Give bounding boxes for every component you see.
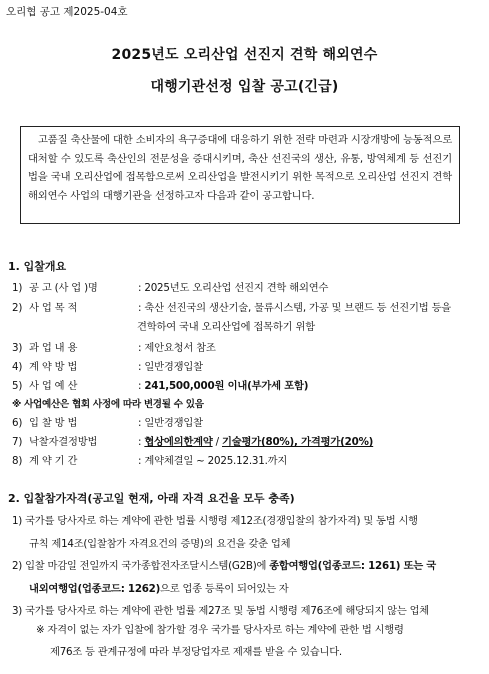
eligibility-item-2-line1	[12, 557, 474, 572]
overview-row-4	[12, 358, 203, 373]
overview-row-7	[12, 433, 373, 448]
overview-row-8	[12, 452, 287, 467]
overview-row-1	[12, 279, 328, 294]
row-colon: :	[138, 455, 145, 467]
page-title: 2025년도 오리산업 선진지 견학 해외연수	[111, 47, 378, 63]
row-label: 입 찰 방 법	[29, 417, 78, 429]
evaluation-ratio: 기술평가(80%), 가격평가(20%)	[222, 436, 374, 448]
row-label: 계 약 기 간	[29, 455, 78, 467]
overview-row-5	[12, 377, 308, 392]
row-number: 2)	[12, 302, 23, 314]
business-code-1262: 내외여행업(업종코드: 1262)	[29, 583, 161, 595]
row-value: 축산 선진국의 생산기술, 물류시스템, 가공 및 브랜드 등 선진기법 등을	[144, 302, 452, 314]
row-number: 8)	[12, 455, 23, 467]
section-1-heading: 1. 입찰개요	[8, 260, 67, 273]
award-method: 협상에의한계약	[144, 436, 213, 448]
overview-row-3	[12, 339, 216, 354]
row-label: 계 약 방 법	[29, 361, 78, 373]
remark-line1: ※ 자격이 없는 자가 입찰에 참가할 경우 국가를 당사자로 하는 계약에 관한 법 시행령	[36, 624, 404, 636]
row-colon: :	[138, 302, 145, 314]
disqualification-remark	[36, 619, 476, 663]
row-value: 일반경쟁입찰	[144, 361, 203, 373]
row-colon: :	[138, 282, 145, 294]
eligibility-item-1-line1: 1) 국가를 당사자로 하는 계약에 관한 법률 시행령 제12조(경쟁입찰의 참가자격) 및 동법 시행	[12, 515, 418, 527]
row-label: 과 업 내 용	[29, 342, 78, 354]
eligibility-item-2-tail: 으로 업종 등록이 되어있는 자	[160, 583, 289, 595]
row-colon: :	[138, 436, 145, 448]
row-number: 4)	[12, 361, 23, 373]
eligibility-item-1	[12, 512, 474, 550]
eligibility-item-3-line: 3) 국가를 당사자로 하는 계약에 관한 법률 제27조 및 동법 시행령 제76조에 해당되지 않는 업체	[12, 605, 429, 617]
eligibility-item-1-line2: 규칙 제14조(입찰참가 자격요건의 증명)의 요건을 갖춘 업체	[29, 538, 291, 550]
budget-value: 241,500,000원 이내(부가세 포함)	[144, 380, 309, 392]
row-label: 사 업 목 적	[29, 302, 78, 314]
eligibility-item-2	[12, 557, 474, 595]
overview-row-2	[12, 299, 451, 314]
overview-row-2-continued: 견학하여 국내 오리산업에 접목하기 위함	[137, 321, 315, 333]
overview-row-6	[12, 414, 203, 429]
row-value: 제안요청서 참조	[144, 342, 216, 354]
row-number: 5)	[12, 380, 23, 392]
row-label: 공 고 (사 업 )명	[29, 282, 98, 294]
section-2-heading: 2. 입찰참가자격(공고일 현재, 아래 자격 요건을 모두 충족)	[8, 492, 295, 505]
row-number: 1)	[12, 282, 23, 294]
intro-box: 고품질 축산물에 대한 소비자의 욕구증대에 대응하기 위한 전략 마련과 시장개방에 능동적으로 대처할 수 있도록 축산인의 전문성을 증대시키며, 축산 선진국의 생산, 유통, 방역체계 등 선진기법을 국내 오리산업에 접목함으로써 오리산업을 발전시키기 위한 목적으로 오리산업 선진지 견학 해외연수 사업의 대행기관을 선정하고자 다음과 같이 공고합니다.	[20, 126, 460, 224]
eligibility-item-3	[12, 602, 474, 617]
row-value: 계약체결일 ~ 2025.12.31.까지	[144, 455, 288, 467]
row-number: 7)	[12, 436, 23, 448]
row-label: 사 업 예 산	[29, 380, 78, 392]
award-separator: /	[212, 436, 222, 448]
eligibility-item-2-text: 2) 입찰 마감일 전일까지 국가종합전자조달시스템(G2B)에	[12, 560, 270, 572]
row-label: 낙찰자결정방법	[29, 436, 98, 448]
eligibility-item-2-line2	[12, 580, 474, 595]
row-colon: :	[138, 361, 145, 373]
row-value: 일반경쟁입찰	[144, 417, 203, 429]
document-number: 오리협 공고 제2025-04호	[6, 6, 128, 18]
row-colon: :	[138, 380, 145, 392]
row-colon: :	[138, 417, 145, 429]
page-subtitle: 대행기관선정 입찰 공고(긴급)	[150, 79, 339, 95]
row-number: 3)	[12, 342, 23, 354]
business-code-1261: 종합여행업(업종코드: 1261) 또는 국	[269, 560, 437, 572]
remark-line2: 제76조 등 관계규정에 따라 부정당업자로 제재를 받을 수 있습니다.	[50, 646, 342, 658]
budget-note: ※ 사업예산은 협회 사정에 따라 변경될 수 있음	[12, 399, 204, 410]
row-colon: :	[138, 342, 145, 354]
row-value: 2025년도 오리산업 선진지 견학 해외연수	[144, 282, 329, 294]
row-number: 6)	[12, 417, 23, 429]
